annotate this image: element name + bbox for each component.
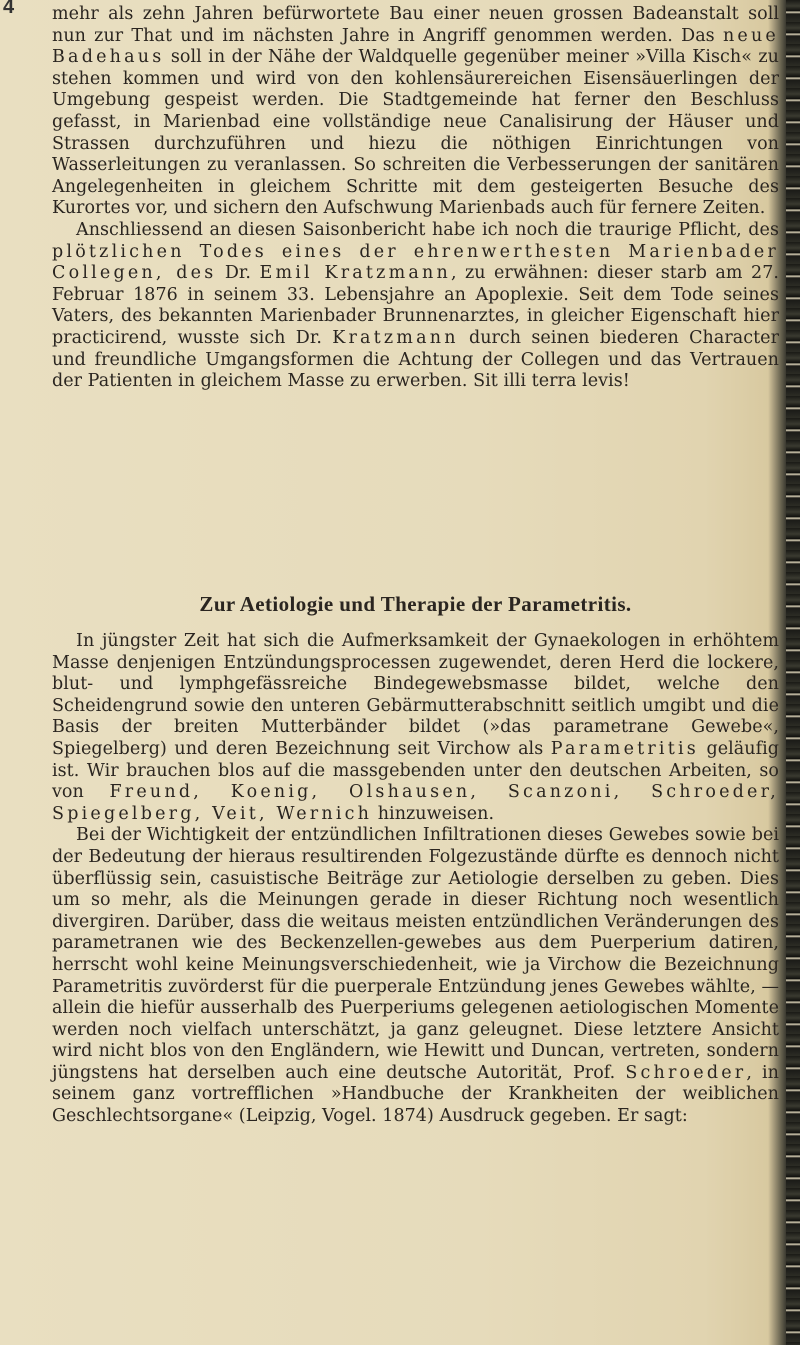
emphasis-schroeder: Schroeder	[625, 1062, 747, 1083]
text-run: , zu erwähnen: dieser starb am 27. Februar 1876 in seinem 33. Lebensjahre an Apoplexie. Seit dem Tode seines Vaters, des bekannten Marienbader Brunnenarztes, in gleicher Eigenschaft hier practicirend, wusste sich Dr.	[52, 263, 779, 348]
paragraph-intro	[52, 631, 779, 825]
article-heading: Zur Aetiologie und Therapie der Parametritis.	[199, 592, 632, 616]
text-run: soll in der Nähe der Waldquelle gegenüber meiner »Villa Kisch« zu stehen kommen und wird von den kohlensäurereichen Eisensäuerlingen der Umgebung gespeist werden. Die Stadtgemeinde hat ferner den Beschluss gefasst, in Marienbad eine vollständige neue Canalisirung der Häuser und Strassen durchzuführen und hiezu die nöthigen Einrichtungen von Wasserleitungen zu veranlassen. So schreiten die Verbesserungen der sanitären Angelegenheiten in gleichem Schritte mit dem gesteigerten Besuche des Kurortes vor, und sichern den Aufschwung Marienbads auch für fernere Zeiten.	[52, 47, 779, 219]
text-run: mehr als zehn Jahren befürwortete Bau einer neuen grossen Badeanstalt soll nun zur That und im nächsten Jahre in Angriff genommen werden. Das	[52, 4, 779, 46]
emphasis-kratzmann-2: Kratzmann	[332, 327, 459, 348]
saison-section	[52, 4, 779, 393]
page-edge-shadow	[786, 0, 800, 1345]
emphasis-authors: Freund, Koenig, Olshausen, Scanzoni, Schroeder, Spiegelberg, Veit, Wernich	[52, 782, 779, 824]
text-run: Bei der Wichtigkeit der entzündlichen Infiltrationen dieses Gewebes sowie bei der Bedeutung der hieraus resultirenden Folgezustände dürfte es dennoch nicht überflüssig sein, casuistische Beiträge zur Aetiologie derselben zu geben. Dies um so mehr, als die Meinungen gerade in dieser Richtung noch wesentlich divergiren. Darüber, dass die weitaus meisten entzündlichen Veränderungen des parametranen wie des Beckenzellen-gewebes aus dem Puerperium datiren, herrscht wohl keine Meinungsverschiedenheit, wie ja Virchow die Bezeichnung Parametritis zuvörderst für die puerperale Entzündung jenes Gewebes wählte, — allein die hiefür ausserhalb des Puerperiums gelegenen aetiologischen Momente werden noch vielfach unterschätzt, ja ganz geleugnet. Diese letztere Ansicht wird nicht blos von den Engländern, wie Hewitt und Duncan, vertreten, sondern jüngstens hat derselben auch eine deutsche Autorität, Prof.	[52, 825, 779, 1083]
text-run: , in seinem ganz vortrefflichen »Handbuche der Krankheiten der weiblichen Geschlechtsorgane« (Leipzig, Vogel. 1874) Ausdruck gegeben. Er sagt:	[52, 1062, 779, 1127]
emphasis-todes: plötzlichen Todes eines der ehrenwerthesten Marienbader Collegen, des	[52, 241, 779, 284]
paragraph-badehaus	[52, 4, 779, 220]
text-run: Dr.	[216, 263, 260, 284]
text-run: In jüngster Zeit hat sich die Aufmerksamkeit der Gynaekologen in erhöhtem Masse denjenigen Entzündungsprocessen zugewendet, deren Herd die lockere, blut- und lymphgefässreiche Bindegewebsmasse bildet, welche den Scheidengrund sowie den unteren Gebärmutterabschnitt seitlich umgibt und die Basis der breiten Mutterbänder bildet (»das parametrane Gewebe«, Spiegelberg) und deren Bezeichnung seit Virchow als	[52, 631, 779, 759]
paragraph-obituary	[52, 220, 779, 393]
parametritis-section	[52, 631, 779, 1128]
emphasis-badehaus: neue Badehaus	[52, 25, 779, 68]
text-run: Anschliessend an diesen Saisonbericht habe ich noch die traurige Pflicht, des	[76, 219, 779, 240]
emphasis-parametritis: Parametritis	[550, 738, 699, 759]
text-run: hinzuweisen.	[372, 803, 495, 824]
text-run: geläufig ist. Wir brauchen blos auf die massgebenden unter den deutschen Arbeiten, so von	[52, 738, 780, 803]
paragraph-aetiologie	[52, 825, 779, 1127]
page-number: 4	[3, 0, 15, 18]
emphasis-kratzmann: Emil Kratzmann	[259, 263, 451, 284]
text-run: durch seinen biederen Character und freundliche Umgangsformen die Achtung der Collegen und das Vertrauen der Patienten in gleichem Masse zu erwerben. Sit illi terra levis!	[52, 327, 779, 392]
